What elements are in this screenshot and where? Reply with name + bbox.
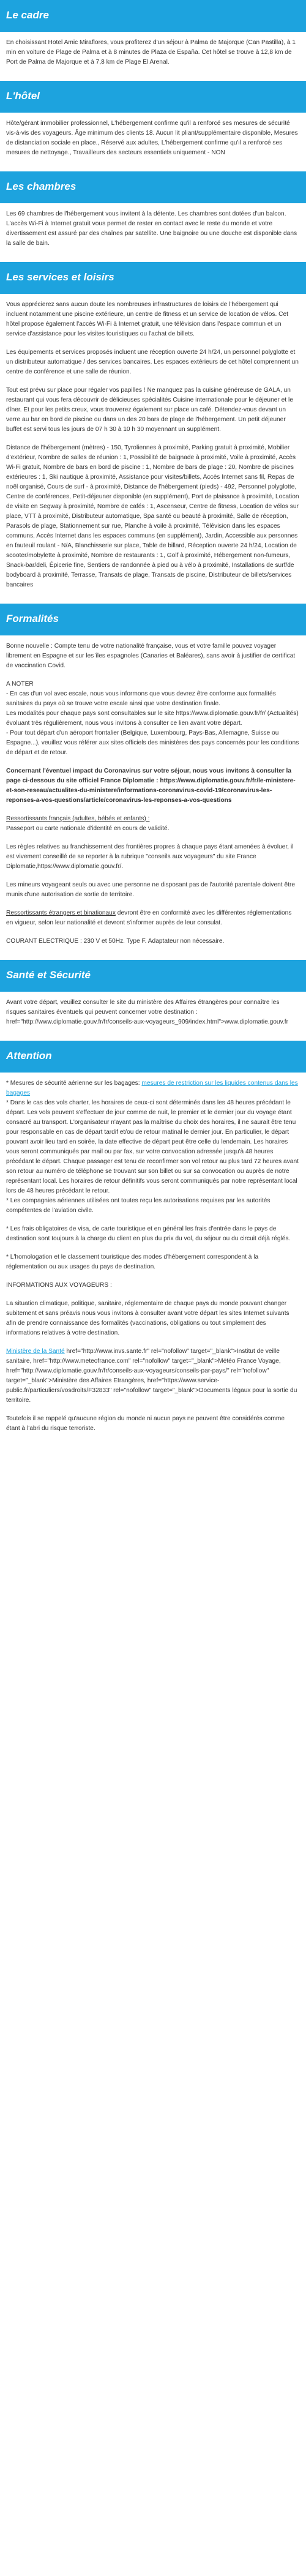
formalites-note-border-airports: - Pour tout départ d'un aéroport frontalier (Belgique, Luxembourg, Pays-Bas, Allemagne, Suisse ou Espagne...), veuillez vous référer aux sites officiels des ministères des pays concernés pour les conditions de départ et de retour. <box>6 730 299 756</box>
section-title-chambres: Les chambres <box>0 171 306 203</box>
section-title-attention: Attention <box>0 1041 306 1073</box>
cadre-text: En choisissant Hotel Amic Miraflores, vous profiterez d'un séjour à Palma de Majorque (Can Pastilla), à 1 min en voiture de Plage de Palma et à 8 minutes de Plaza de España. Cet hôtel se trouve à 12,8 km de Port de Palma de Majorque et à 7,8 km de Plage El Arenal. <box>6 39 296 66</box>
formalites-foreign-nationals-text: devront être en conformité avec les différentes réglementations en vigueur, selon leur nationalité et devront s'informer auprès de leur consulat. <box>6 910 292 926</box>
services-text-amenities-list: Distance de l'hébergement (mètres) - 150, Tyroliennes à proximité, Parking gratuit à proximité, Mobilier d'extérieur, Nombre de salles de réunion : 1, Possibilité de baignade à proximité, Voile à proximité, Accès Wi-Fi gratuit, Nombre de bars en bord de piscine : 1, Nombre de bars de plage : 20, Nombre de piscines extérieures : 1, Ski nautique à proximité, Assistance pour visites/billets, Accès Internet sans fil, Repas de noël organisé, Cours de surf - à proximité, Distance de l'hébergement (pieds) - 492, Personnel polyglotte, Centre de conférences, Petit-déjeuner disponible (en supplément), Port de plaisance à proximité, Location de visite en Segway à proximité, Nombre de cafés : 1, Ascenseur, Centre de fitness, Location de vélos sur place, VTT à proximité, Distributeur automatique, Spa santé ou beauté à proximité, Salle de réception, Parasols de plage, Stationnement sur rue, Planche à voile à proximité, Télévision dans les espaces communs, Accès Internet dans les espaces communs (en supplément), Jardin, Accessible aux personnes en fauteuil roulant - N/A, Blanchisserie sur place, Table de billard, Réception ouverte 24 h/24, Location de scooter/mobylette à proximité, Nombre de restaurants : 1, Golf à proximité, Hébergement non-fumeurs, Snack-bar/deli, Épicerie fine, Sentiers de randonnée à pied ou à vélo à proximité, Installations de surf/de bodyboard à proximité, Terrasse, Transats de plage, Transats de piscine, Distributeur de billets/services bancaires <box>6 444 299 588</box>
section-body-services <box>0 294 306 604</box>
liquids-restriction-link[interactable]: mesures de restriction sur les liquides contenus dans les bagages <box>6 1080 298 1096</box>
formalites-good-news: Bonne nouvelle : Compte tenu de votre nationalité française, vous et votre famille pouvez voyager librement en Espagne et sur les îles espagnoles (Canaries et Baléares), sans avoir à justifier de certificat de vaccination Covid. <box>6 643 296 669</box>
formalites-foreign-nationals-label: Ressortissants étrangers et binationaux <box>6 910 116 916</box>
attention-luggage-line <box>6 1079 300 1098</box>
formalites-minors: Les mineurs voyageant seuls ou avec une personne ne disposant pas de l'autorité parentale doivent être munis d'une autorisation de sortie de territoire. <box>6 882 296 898</box>
attention-links-block <box>6 1347 300 1406</box>
section-title-formalites: Formalités <box>0 604 306 635</box>
section-body-attention <box>0 1073 306 1447</box>
formalites-french-nationals-docs: Passeport ou carte nationale d'identité en cours de validité. <box>6 825 170 832</box>
attention-flight-block <box>6 1079 300 1216</box>
ministere-sante-link[interactable]: Ministère de la Santé <box>6 1348 65 1355</box>
attention-airlines: * Les compagnies aériennes utilisées ont toutes reçu les autorisations requises par les autorités compétentes de l'aviation civile. <box>6 1197 271 1214</box>
services-text-equipment: Les équipements et services proposés incluent une réception ouverte 24 h/24, un personnel polyglotte et un distributeur automatique / des services bancaires. Les espaces extérieurs de cet hôtel comprennent un centre de conférence et une salle de réunion. <box>6 349 299 375</box>
formalites-french-nationals-heading: Ressortissants français (adultes, bébés et enfants) : <box>6 815 150 822</box>
attention-situation: La situation climatique, politique, sanitaire, réglementaire de chaque pays du monde pouvant changer subitement et sans préavis nous vous invitons à consulter avant votre départ les sites Internet suivants afin de prendre connaissance des formalités (vaccinations, obligations ou tout simplement des informations relatives à votre destination. <box>6 1300 289 1336</box>
section-title-hotel: L'hôtel <box>0 81 306 113</box>
section-title-services: Les services et loisirs <box>0 262 306 294</box>
formalites-note-modalities: Les modalités pour chaque pays sont consultables sur le site https://www.diplomatie.gouv.fr/fr/ (Actualités) évoluant très régulièrement, nous vous invitons à consulter ce lien avant votre départ. <box>6 710 299 727</box>
section-title-sante: Santé et Sécurité <box>0 960 306 992</box>
attention-links-text: href="http://www.invs.sante.fr" rel="nofollow" target="_blank">Institut de veille sanitaire, href="http://www.meteofrance.com" rel="nofollow" target="_blank">Météo France Voyage, href="http://www.diplomatie.gouv.fr/fr/conseils-aux-voyageurs/conseils-par-pays/" rel="nofollow" target="_blank">Ministère des Affaires Etrangères, href="https://www.service-public.fr/particuliers/vosdroits/F32833" rel="nofollow" target="_blank">Documents légaux pour la sortie du territoire. <box>6 1348 297 1404</box>
attention-luggage-lead: * Mesures de sécurité aérienne sur les bagages: <box>6 1080 142 1087</box>
section-body-formalites <box>0 635 306 960</box>
formalites-note-block <box>6 680 300 758</box>
chambres-text: Les 69 chambres de l'hébergement vous invitent à la détente. Les chambres sont dotées d'un balcon. L'accès Wi-Fi à Internet gratuit vous permet de rester en contact avec le reste du monde et votre divertissement est assuré par des chaînes par satellite. Une baignoire ou une douche est disponible dans la salle de bain. <box>6 211 297 247</box>
services-text-dining: Tout est prévu sur place pour régaler vos papilles ! Ne manquez pas la cuisine généreuse de GALA, un restaurant qui vous fera découvrir de délicieuses spécialités Cuisine internationale pour le déjeuner et le dîner. Et pour les petits creux, vous trouverez également sur place un café. Détendez-vous devant un verre au bar en bord de piscine ou dans un des 20 bars de plage de l'hébergement. Un petit déjeuner buffet est servi tous les jours de 07 h 30 à 10 h 30 moyennant un supplément. <box>6 387 293 433</box>
attention-classification: * L'homologation et le classement touristique des modes d'hébergement correspondent à la réglementation ou aux usages du pays de destination. <box>6 1254 259 1270</box>
section-body-sante <box>0 992 306 1041</box>
section-body-cadre <box>0 32 306 81</box>
formalites-french-nationals <box>6 814 300 834</box>
formalites-electricity: COURANT ELECTRIQUE : 230 V et 50Hz. Type F. Adaptateur non nécessaire. <box>6 938 225 945</box>
formalites-note-stopover: - En cas d'un vol avec escale, nous vous informons que vous devrez être conforme aux formalités sanitaires du pays où se trouve votre escale ainsi que votre destination finale. <box>6 691 276 707</box>
attention-info-heading: INFORMATIONS AUX VOYAGEURS : <box>6 1282 112 1289</box>
attention-terrorism: Toutefois il se rappelé qu'aucune région du monde ni aucun pays ne peuvent être considérés comme étant à l'abri du risque terroriste. <box>6 1415 285 1432</box>
services-text-leisure: Vous apprécierez sans aucun doute les nombreuses infrastructures de loisirs de l'hébergement qui incluent notamment une piscine extérieure, un centre de fitness et un service de location de vélos. Cet hôtel propose également l'accès Wi-Fi à Internet gratuit, une télévision dans l'espace commun et un service d'assistance pour les visites touristiques ou l'achat de billets. <box>6 301 288 337</box>
section-body-hotel <box>0 113 306 171</box>
formalites-border-rules: Les règles relatives au franchissement des frontières propres à chaque pays étant amenées à évoluer, il est vivement conseillé de se reporter à la rubrique "conseils aux voyageurs" du site France Diplomatie,https://www.diplomatie.gouv.fr/. <box>6 844 294 870</box>
formalites-foreign-nationals <box>6 908 300 928</box>
formalites-note-heading: A NOTER <box>6 681 34 687</box>
hotel-text: Hôte/gérant immobilier professionnel, L'hébergement confirme qu'il a renforcé ses mesures de sécurité vis-à-vis des voyageurs. Âge minimum des clients 18. Aucun lit pliant/supplémentaire disponible, Mesures de distanciation sociale en place., Réservé aux adultes, L'hébergement confirme qu'il a renforcé ses mesures de nettoyage., Travailleurs des secteurs essentiels uniquement - NON <box>6 120 298 156</box>
sante-text: Avant votre départ, veuillez consulter le site du ministère des Affaires étrangères pour connaître les risques sanitaires éventuels qui peuvent concerner votre destination : href="http://www.diplomatie.gouv.fr/fr/conseils-aux-voyageurs_909/index.html">www.diplomatie.gouv.fr <box>6 999 288 1025</box>
attention-charter-schedule: * Dans le cas des vols charter, les horaires de ceux-ci sont déterminés dans les 48 heures précédant le départ. Les vols peuvent s'effectuer de jour comme de nuit, le premier et le dernier jour du voyage étant consacré au transport. L'organisateur n'ayant pas la maîtrise du choix des horaires, il ne saurait être tenu pour responsable en cas de départ tardif et/ou de retour matinal le dernier jour. En particulier, le départ pouvant avoir lieu tard en soirée, la date effective de départ peut être celle du lendemain. Les horaires vous seront communiqués par mail ou par fax, sur votre convocation adressée jusqu'à 48 heures précédant le départ. Chaque passager est tenu de reconfirmer son vol retour au plus tard 72 heures avant son retour au numéro de téléphone se trouvant sur son billet ou sur sa convocation ou auprès de notre représentant local. Les horaires de retour définitifs vous seront communiqués par notre représentant local lors de 48 heures précédant le retour. <box>6 1099 299 1194</box>
attention-visa-fees: * Les frais obligatoires de visa, de carte touristique et en général les frais d'entrée dans le pays de destination sont toujours à la charge du client en plus du prix du vol, du séjour ou du circuit déjà réglés. <box>6 1226 291 1242</box>
formalites-coronavirus-notice: Concernant l'éventuel impact du Coronavirus sur votre séjour, nous vous invitons à consulter la page ci-dessous du site officiel France Diplomatie : https://www.diplomatie.gouv.fr/fr/le-ministere-et-son-reseau/actualites-du-ministere/informations-coronavirus-covid-19/coronavirus-les-reponses-a-vos-questions/article/coronavirus-les-reponses-a-vos-questions <box>6 768 296 804</box>
section-body-chambres <box>0 203 306 262</box>
section-title-cadre: Le cadre <box>0 0 306 32</box>
